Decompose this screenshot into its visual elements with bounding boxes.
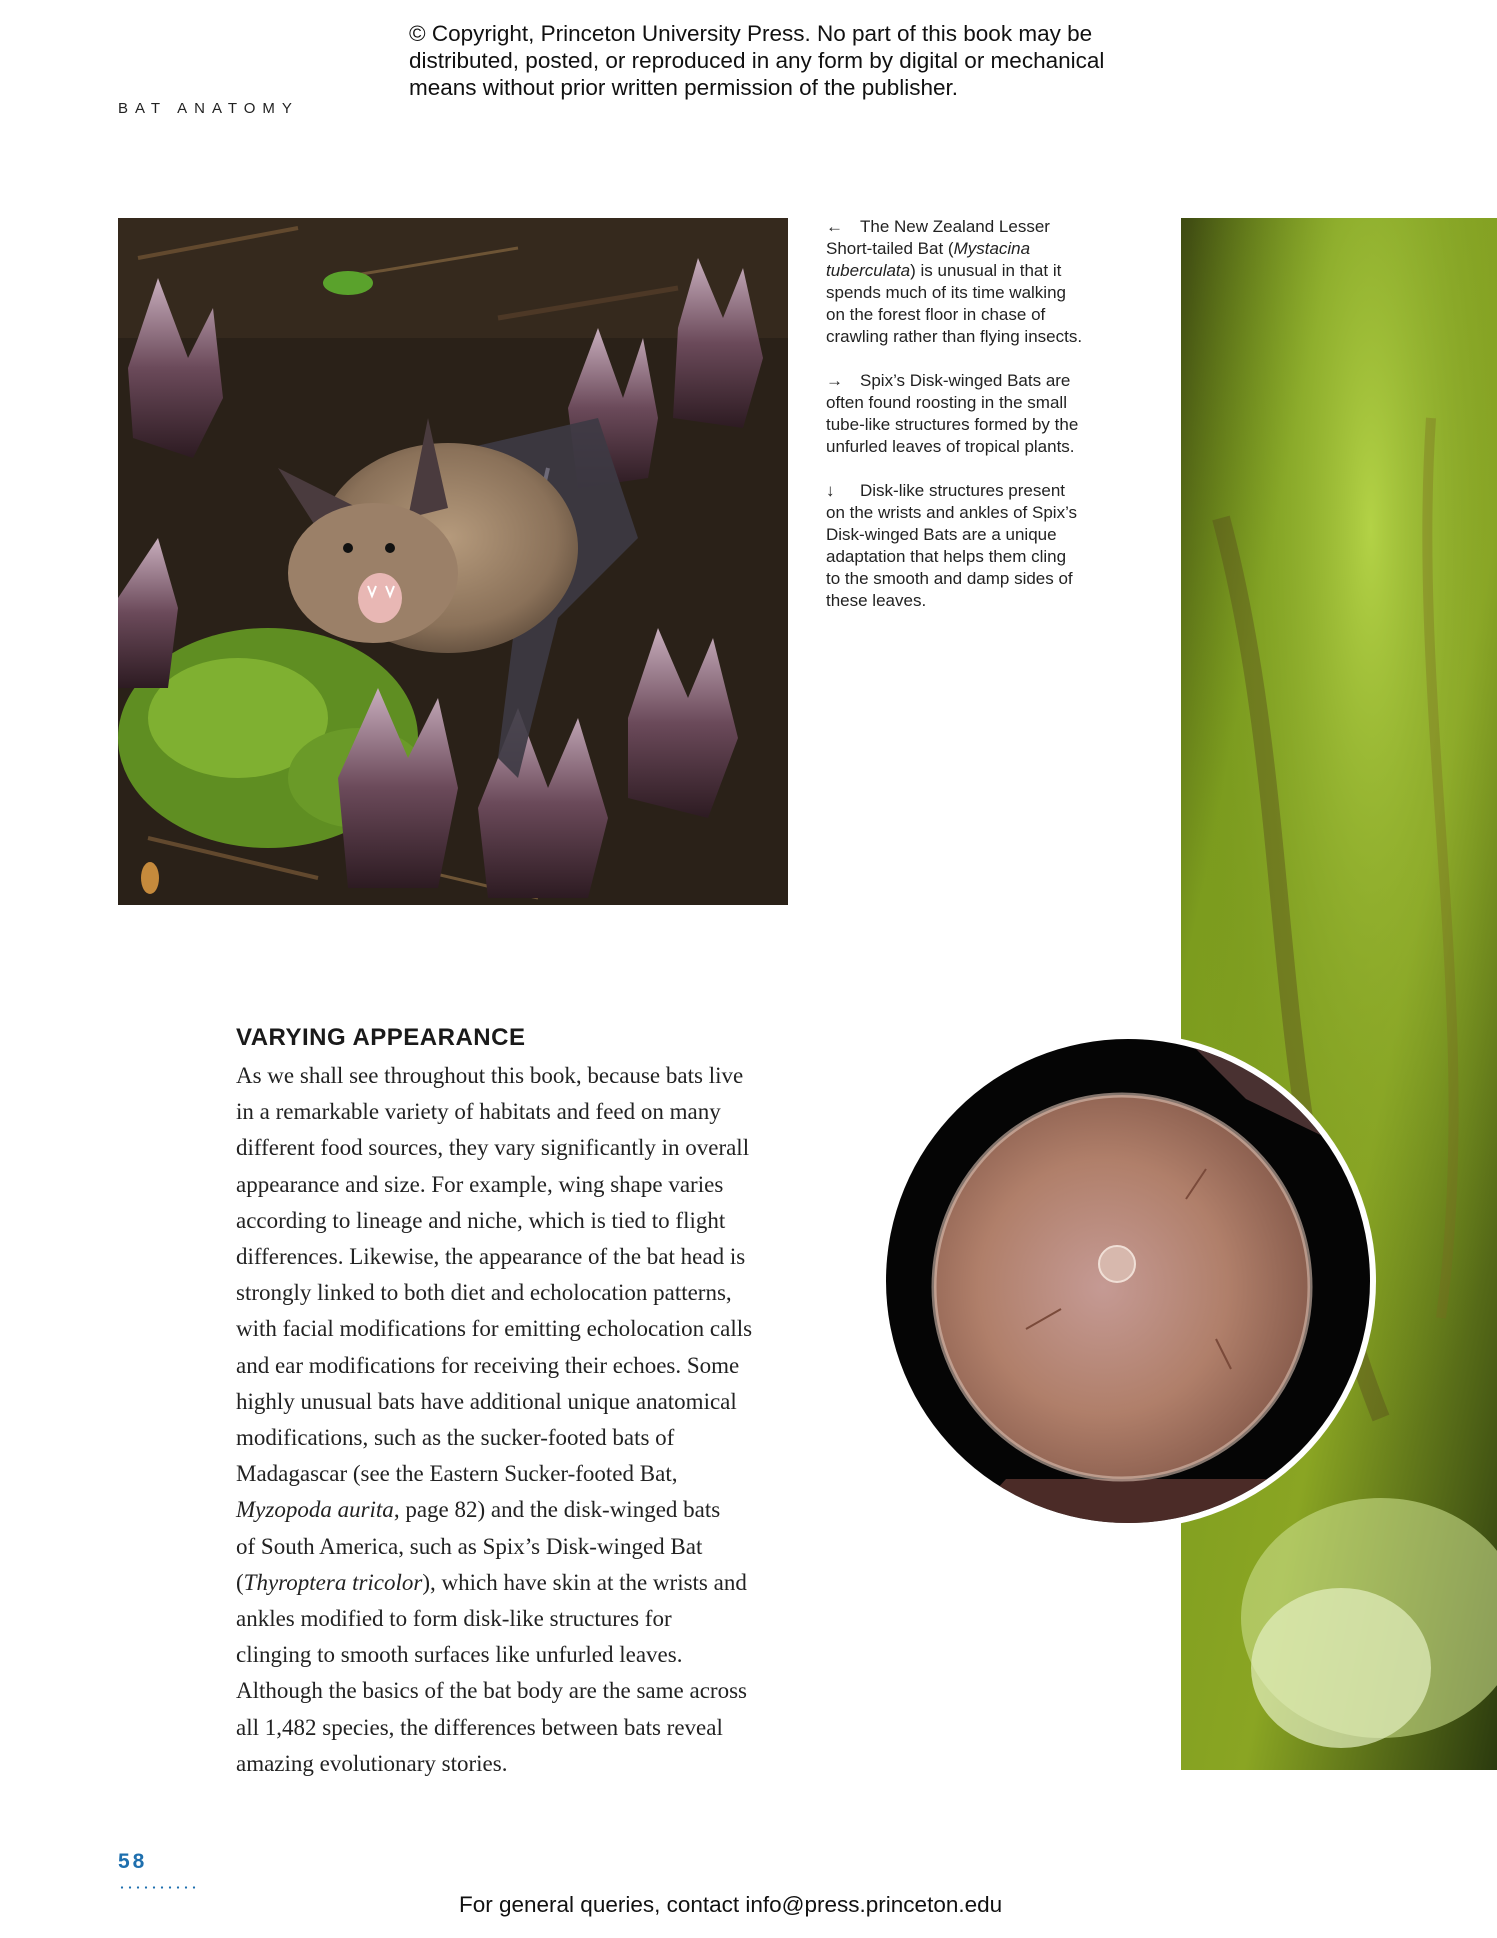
body-line [236,1492,796,1528]
arrow-right-icon: → [826,371,843,390]
body-line: ankles modified to form disk-like structures for [236,1606,672,1632]
body-line: strongly linked to both diet and echolocation patterns, [236,1280,732,1306]
body-line: differences. Likewise, the appearance of the bat head is [236,1244,746,1270]
photo-captions [826,216,1116,634]
body-line: amazing evolutionary stories. [236,1750,508,1776]
section-heading: VARYING APPEARANCE [236,1024,526,1051]
body-line: and ear modifications for receiving their echoes. Some [236,1352,740,1378]
body-line: highly unusual bats have additional unique anatomical [236,1388,737,1414]
caption-line: The New Zealand Lesser [860,217,1050,236]
body-line: different food sources, they vary significantly in overall [236,1135,750,1161]
running-head: BAT ANATOMY [118,100,299,117]
caption-line: on the forest floor in chase of [826,305,1046,324]
folio-dots [118,1886,198,1889]
disk-closeup-photo [886,1039,1370,1523]
caption-line: Disk-winged Bats are a unique [826,525,1057,544]
body-line: Although the basics of the bat body are the same across [236,1678,747,1704]
body-line: with facial modifications for emitting echolocation calls [236,1316,753,1342]
caption-line: crawling rather than flying insects. [826,327,1083,346]
caption-line: to the smooth and damp sides of [826,569,1073,588]
species-name: Thyroptera tricolor [243,1569,423,1595]
caption-line: Disk-like structures present [860,481,1066,500]
body-line-text: , page 82) and the disk-winged bats [393,1497,721,1523]
body-line-text: ), which have skin at the wrists and [422,1569,747,1595]
caption-line: these leaves. [826,591,927,610]
copyright-notice [409,20,1109,101]
caption-line: tube-like structures formed by the [826,415,1079,434]
body-line-text: ( [236,1569,244,1595]
arrow-left-icon: ← [826,217,843,236]
caption-leaf-photo [826,370,1116,458]
footer-contact: For general queries, contact info@press.princeton.edu [459,1892,1003,1917]
copyright-line: means without prior written permission of the publisher. [409,75,959,100]
species-name: Myzopoda aurita [236,1497,394,1523]
arrow-down-icon: ↓ [826,481,835,500]
caption-line: often found roosting in the small [826,393,1067,412]
body-line: of South America, such as Spix’s Disk-winged Bat [236,1533,703,1559]
body-line: modifications, such as the sucker-footed bats of [236,1425,675,1451]
body-line: in a remarkable variety of habitats and feed on many [236,1099,721,1125]
caption-line: unfurled leaves of tropical plants. [826,437,1075,456]
caption-species-name: tuberculata [826,261,911,280]
caption-line: Short-tailed Bat ( [826,239,954,258]
body-line: appearance and size. For example, wing shape varies [236,1171,724,1197]
body-line: according to lineage and niche, which is tied to flight [236,1207,726,1233]
body-line: all 1,482 species, the differences between bats reveal [236,1714,723,1740]
caption-species-name: Mystacina [953,239,1031,258]
body-line [236,1565,796,1601]
copyright-line: distributed, posted, or reproduced in any form by digital or mechanical [409,48,1105,73]
caption-disk-photo [826,480,1116,612]
body-line: As we shall see throughout this book, because bats live [236,1063,744,1088]
caption-line: on the wrists and ankles of Spix’s [826,503,1078,522]
bat-photo [118,218,788,905]
caption-bat-photo [826,216,1116,348]
leaf-photo [1181,218,1497,1770]
copyright-line: © Copyright, Princeton University Press. No part of this book may be [409,21,1093,46]
caption-line: spends much of its time walking [826,283,1066,302]
body-line: clinging to smooth surfaces like unfurled leaves. [236,1642,683,1668]
caption-line: ) is unusual in that it [910,261,1062,280]
caption-line: adaptation that helps them cling [826,547,1067,566]
body-text [236,1058,796,1782]
page-number: 58 [118,1850,148,1873]
body-line: Madagascar (see the Eastern Sucker-footed Bat, [236,1461,678,1487]
caption-line: Spix’s Disk-winged Bats are [860,371,1071,390]
